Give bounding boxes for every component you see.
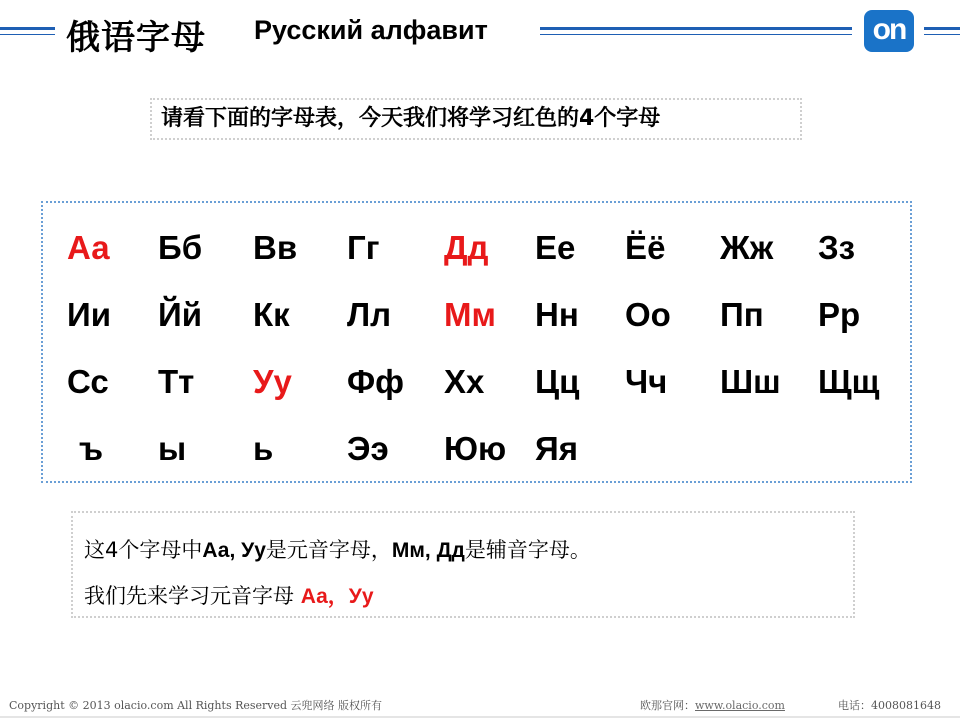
alphabet-letter: Оо (625, 296, 671, 333)
note-text: 我们先来学习元音字母 (84, 584, 301, 608)
alphabet-letter: Бб (158, 229, 203, 266)
alphabet-letter: Кк (253, 296, 290, 333)
alphabet-letter: Пп (720, 296, 764, 333)
alphabet-letter: Ээ (347, 430, 389, 467)
alphabet-letter: Шш (720, 363, 781, 400)
alphabet-letter: Рр (818, 296, 861, 333)
alphabet-letter: Фф (347, 363, 405, 400)
alphabet-letter: Чч (625, 363, 668, 400)
note-text: 是元音字母， (265, 538, 392, 562)
alphabet-box (41, 201, 912, 483)
alphabet-letter: ъ (79, 430, 104, 467)
alphabet-letter: Яя (535, 430, 578, 467)
footer-divider (0, 716, 960, 718)
alphabet-letter: Цц (535, 363, 580, 400)
alphabet-letter: Нн (535, 296, 579, 333)
note-text: 是辅音字母。 (464, 538, 591, 562)
header-line-left (0, 27, 55, 30)
alphabet-letter: ы (158, 430, 187, 467)
header-line-right-thin (540, 34, 852, 35)
instruction-box: 请看下面的字母表，今天我们将学习红色的4个字母 (150, 98, 802, 140)
footer-site (640, 697, 785, 713)
alphabet-letter: Лл (347, 296, 392, 333)
alphabet-letter: Щщ (818, 363, 880, 400)
alphabet-letter: Йй (158, 296, 203, 333)
footer-site-label: 欧那官网： (640, 699, 695, 712)
alphabet-letter: Мм (444, 296, 496, 333)
note-line-1 (84, 534, 591, 564)
alphabet-letter: Хх (444, 363, 485, 400)
page-title-ru: Русский алфавит (254, 15, 488, 45)
note-box (71, 511, 855, 618)
brand-logo: on (864, 10, 914, 52)
consonant-letters: Мм, Дд (391, 539, 465, 562)
alphabet-letter: Зз (818, 229, 856, 266)
note-text: 这4个字母中 (84, 538, 203, 562)
footer-copyright: Copyright © 2013 olacio.com All Rights Reserved 云兜网络 版权所有 (9, 699, 383, 712)
note-line-2 (84, 580, 374, 610)
footer-phone: 电话：4008081648 (838, 699, 941, 712)
alphabet-letter: Гг (347, 229, 380, 266)
alphabet-letter: Вв (253, 229, 298, 266)
alphabet-letter: Аа (67, 229, 110, 266)
footer-site-link[interactable]: www.olacio.com (695, 699, 785, 712)
highlighted-vowels: Аа，Уу (300, 585, 374, 608)
alphabet-letter: Жж (720, 229, 774, 266)
alphabet-letter: Уу (253, 363, 292, 400)
alphabet-letter: Юю (444, 430, 507, 467)
alphabet-letter: Сс (67, 363, 109, 400)
alphabet-letter: Ии (67, 296, 112, 333)
alphabet-letter: Тт (158, 363, 195, 400)
alphabet-letter: ь (253, 430, 274, 467)
vowel-letters: Аа, Уу (202, 539, 266, 562)
alphabet-letter: Ёё (625, 229, 666, 266)
header-line-right (540, 27, 852, 30)
page-title-cn: 俄语字母 (66, 18, 206, 58)
header-line-far-right-thin (924, 34, 960, 35)
alphabet-letter: Ее (535, 229, 576, 266)
alphabet-letter: Дд (444, 229, 489, 266)
header-line-left-thin (0, 34, 55, 35)
header-line-far-right (924, 27, 960, 30)
